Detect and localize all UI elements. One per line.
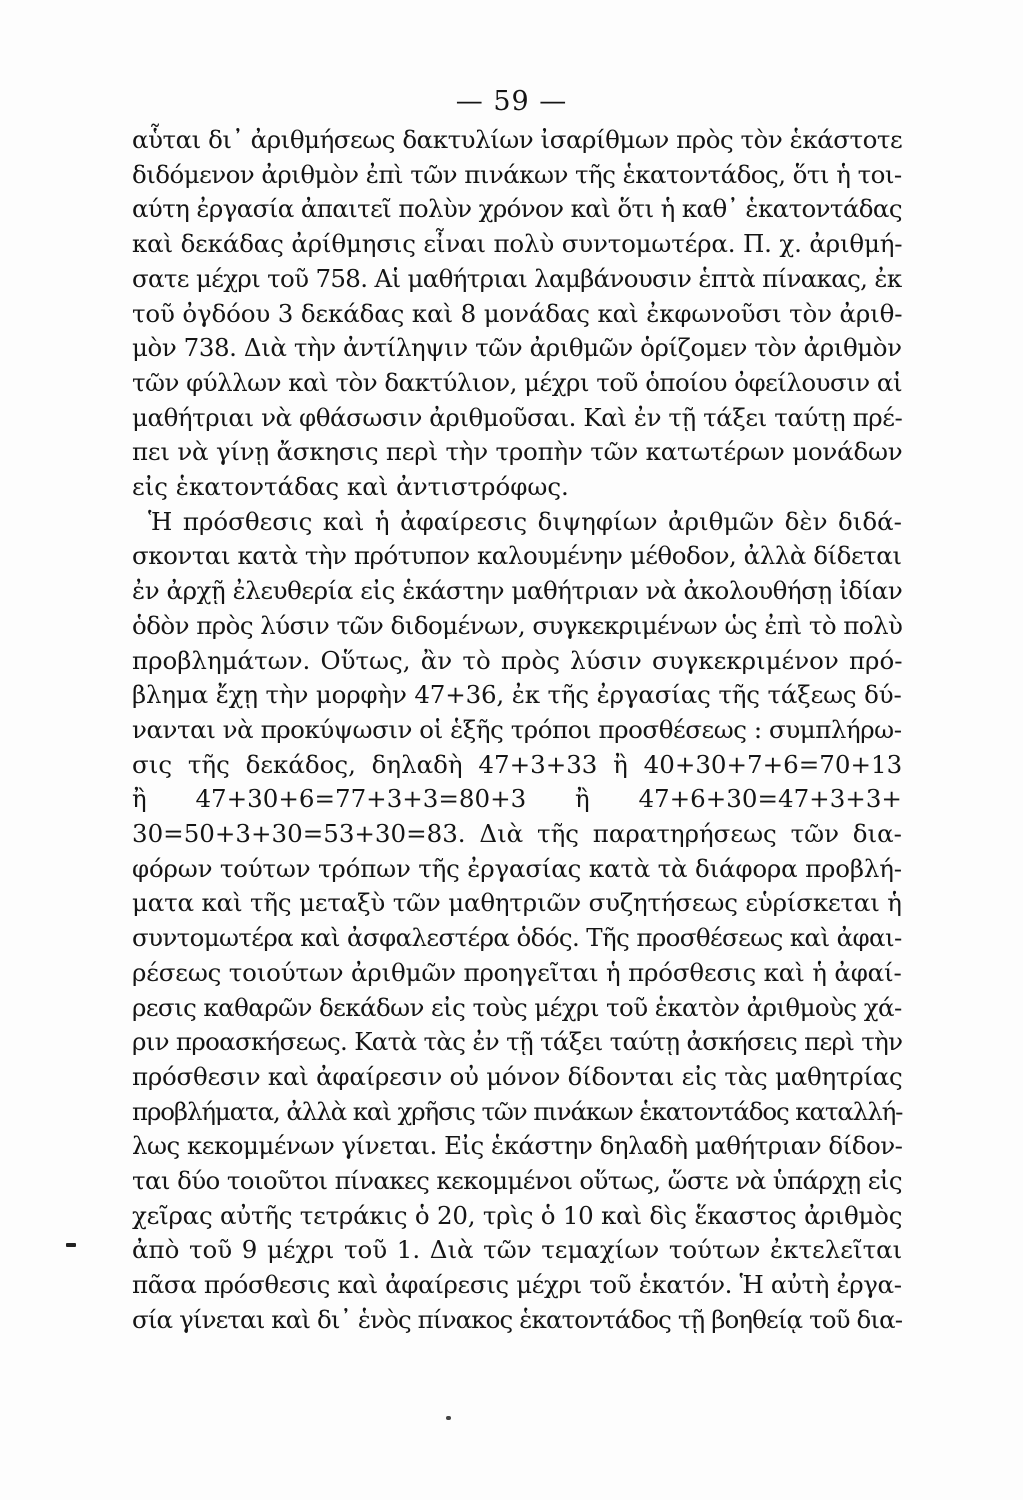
text-line: ρεσις καθαρῶν δεκάδων εἰς τοὺς μέχρι τοῦ ἑκατὸν ἀριθμοὺς χά- [132, 992, 902, 1022]
text-line: ἀπὸ τοῦ 9 μέχρι τοῦ 1. Διὰ τῶν τεμαχίων τούτων ἐκτελεῖται [132, 1235, 903, 1265]
ink-speck [446, 1416, 451, 1420]
text-line: φόρων τούτων τρόπων τῆς ἐργασίας κατὰ τὰ διάφορα προβλή- [132, 853, 902, 883]
text-line: προβλήματα, ἀλλὰ καὶ χρῆσις τῶν πινάκων ἑκατοντάδος καταλλή- [132, 1096, 903, 1126]
text-line: τῶν φύλλων καὶ τὸν δακτύλιον, μέχρι τοῦ ὁποίου ὀφείλουσιν αἱ [132, 367, 903, 397]
text-line: ἢ 47+30+6=77+3+3=80+3 ἢ 47+6+30=47+3+3+ [132, 784, 902, 814]
text-line: νανται νὰ προκύψωσιν οἱ ἑξῆς τρόποι προσθέσεως : συμπλήρω- [132, 714, 902, 744]
text-line: ται δύο τοιοῦτοι πίνακες κεκομμένοι οὕτως, ὥστε νὰ ὑπάρχῃ εἰς [132, 1166, 902, 1195]
text-line: ἐν ἀρχῇ ἐλευθερία εἰς ἑκάστην μαθήτριαν νὰ ἀκολουθήσῃ ἰδίαν [132, 576, 903, 606]
text-line: πει νὰ γίνῃ ἄσκησις περὶ τὴν τροπὴν τῶν κατωτέρων μονάδων [132, 437, 903, 467]
text-line: 30=50+3+30=53+30=83. Διὰ τῆς παρατηρήσεως τῶν δια- [132, 819, 902, 848]
text-line: αὗται δι᾽ ἀριθμήσεως δακτυλίων ἰσαρίθμων πρὸς τὸν ἑκάστοτε [132, 125, 903, 154]
text-line: χεῖρας αὐτῆς τετράκις ὁ 20, τρὶς ὁ 10 καὶ δὶς ἕκαστος ἀριθμὸς [132, 1200, 903, 1230]
text-line: ριν προασκήσεως. Κατὰ τὰς ἐν τῇ τάξει ταύτῃ ἀσκήσεις περὶ τὴν [132, 1027, 903, 1057]
text-line: καὶ δεκάδας ἀρίθμησις εἶναι πολὺ συντομωτέρα. Π. χ. ἀριθμή- [132, 229, 903, 259]
paragraph-start-line: Ἡ πρόσθεσις καὶ ἡ ἀφαίρεσις διψηφίων ἀριθμῶν δὲν διδά- [148, 506, 902, 536]
margin-mark [66, 1243, 76, 1247]
text-line: αύτη ἐργασία ἀπαιτεῖ πολὺν χρόνον καὶ ὅτι ἡ καθ᾽ ἑκατοντάδας [132, 194, 902, 224]
text-line: σις τῆς δεκάδος, δηλαδὴ 47+3+33 ἢ 40+30+7+6=70+13 [132, 749, 903, 779]
text-line: μαθήτριαι νὰ φθάσωσιν ἀριθμοῦσαι. Καὶ ἐν τῇ τάξει ταύτῃ πρέ- [132, 402, 903, 432]
text-line: διδόμενον ἀριθμὸν ἐπὶ τῶν πινάκων τῆς ἑκατοντάδος, ὅτι ἡ τοι- [132, 159, 902, 189]
text-line: λως κεκομμένων γίνεται. Εἰς ἑκάστην δηλαδὴ μαθήτριαν δίδον- [132, 1131, 903, 1161]
text-line: τοῦ ὀγδόου 3 δεκάδας καὶ 8 μονάδας καὶ ἐκφωνοῦσι τὸν ἀριθ- [132, 298, 903, 328]
page-number: — 59 — [455, 86, 568, 117]
text-line: σατε μέχρι τοῦ 758. Αἱ μαθήτριαι λαμβάνουσιν ἑπτὰ πίνακας, ἐκ [132, 263, 902, 293]
text-line: πρόσθεσιν καὶ ἀφαίρεσιν οὐ μόνον δίδονται εἰς τὰς μαθητρίας [132, 1061, 903, 1091]
text-line: εἰς ἑκατοντάδας καὶ ἀντιστρόφως. [132, 472, 569, 501]
text-line: σκονται κατὰ τὴν πρότυπον καλουμένην μέθοδον, ἀλλὰ δίδεται [132, 541, 902, 571]
text-line: ὁδὸν πρὸς λύσιν τῶν διδομένων, συγκεκριμένων ὡς ἐπὶ τὸ πολὺ [132, 610, 903, 640]
text-line: βλημα ἔχῃ τὴν μορφὴν 47+36, ἐκ τῆς ἐργασίας τῆς τάξεως δύ- [132, 680, 902, 710]
text-line: ματα καὶ τῆς μεταξὺ τῶν μαθητριῶν συζητήσεως εὑρίσκεται ἡ [132, 888, 902, 918]
text-line: σία γίνεται καὶ δι᾽ ἑνὸς πίνακος ἑκατοντάδος τῇ βοηθείᾳ τοῦ δια- [132, 1304, 903, 1334]
text-line: ρέσεως τοιούτων ἀριθμῶν προηγεῖται ἡ πρόσθεσις καὶ ἡ ἀφαί- [132, 957, 902, 987]
text-line: μὸν 738. Διὰ τὴν ἀντίληψιν τῶν ἀριθμῶν ὁρίζομεν τὸν ἀριθμὸν [132, 333, 902, 363]
text-line: πᾶσα πρόσθεσις καὶ ἀφαίρεσις μέχρι τοῦ ἑκατόν. Ἡ αὐτὴ ἐργα- [132, 1270, 902, 1300]
text-line: προβλημάτων. Οὕτως, ἂν τὸ πρὸς λύσιν συγκεκριμένον πρό- [132, 645, 903, 675]
text-line: συντομωτέρα καὶ ἀσφαλεστέρα ὁδός. Τῆς προσθέσεως καὶ ἀφαι- [132, 923, 902, 953]
